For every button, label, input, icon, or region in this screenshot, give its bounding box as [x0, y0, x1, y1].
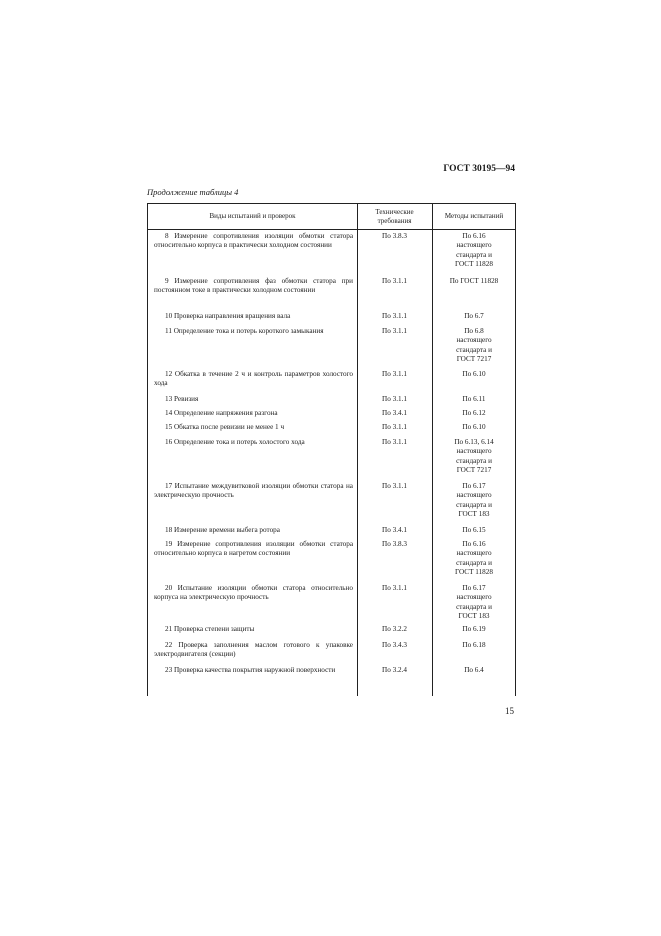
table-row-test — [154, 312, 353, 321]
table-row-test — [154, 584, 353, 603]
column-header-methods: Методы испытаний — [444, 212, 504, 221]
row-requirement: По 3.1.1 — [382, 312, 407, 320]
row-number: 17 — [165, 482, 173, 490]
row-test-name: Измерение сопротивления изоляции обмотки статора относительно корпуса в нагретом состоянии — [154, 540, 354, 558]
row-test-name: Испытание изоляции обмотки статора относительно корпуса на электрическую прочность — [154, 584, 354, 602]
row-method: По 6.13, 6.14 настоящего стандарта и ГОСТ 7217 — [454, 438, 494, 474]
table-row-test — [154, 438, 353, 447]
row-test-name: Проверка степени защиты — [173, 625, 255, 633]
table-row-test — [154, 277, 353, 296]
row-method: По ГОСТ 11828 — [449, 277, 499, 285]
row-number: 8 — [165, 232, 169, 240]
row-requirement: По 3.1.1 — [382, 584, 407, 592]
row-requirement: По 3.1.1 — [382, 327, 407, 335]
row-number: 12 — [165, 370, 173, 378]
row-method: По 6.19 — [462, 625, 486, 633]
row-method: По 6.10 — [462, 370, 486, 378]
table-row-test — [154, 232, 353, 251]
header-divider — [148, 229, 515, 230]
page-number: 15 — [505, 706, 514, 716]
row-requirement: По 3.1.1 — [382, 395, 407, 403]
table-row-test — [154, 482, 353, 501]
row-test-name: Ревизия — [173, 395, 199, 403]
row-method: По 6.18 — [462, 641, 486, 649]
table-row-test — [154, 526, 353, 535]
row-test-name: Определение тока и потерь холостого хода — [173, 438, 305, 446]
row-method: По 6.10 — [462, 423, 486, 431]
row-number: 10 — [165, 312, 173, 320]
row-number: 19 — [165, 540, 173, 548]
row-number: 20 — [165, 584, 173, 592]
row-requirement: По 3.2.4 — [382, 666, 407, 674]
table-row-test — [154, 370, 353, 389]
row-method: По 6.15 — [462, 526, 486, 534]
row-requirement: По 3.2.2 — [382, 625, 407, 633]
row-requirement: По 3.8.3 — [382, 232, 407, 240]
row-test-name: Проверка заполнения маслом готового к упаковке электродвигателя (секции) — [154, 641, 353, 659]
row-test-name: Обкатка после ревизии не менее 1 ч — [173, 423, 285, 431]
table-row-test — [154, 641, 353, 660]
row-method: По 6.7 — [464, 312, 484, 320]
row-number: 18 — [165, 526, 173, 534]
row-number: 21 — [165, 625, 173, 633]
row-number: 22 — [165, 641, 173, 649]
row-test-name: Определение тока и потерь короткого замыкания — [173, 327, 324, 335]
column-header-tests: Виды испытаний и проверок — [209, 212, 296, 221]
row-number: 9 — [165, 277, 169, 285]
row-method: По 6.8 настоящего стандарта и ГОСТ 7217 — [456, 327, 492, 363]
row-number: 14 — [165, 409, 173, 417]
table-row-test — [154, 423, 353, 432]
row-requirement: По 3.1.1 — [382, 370, 407, 378]
row-number: 23 — [165, 666, 173, 674]
row-method: По 6.12 — [462, 409, 486, 417]
row-requirement: По 3.4.3 — [382, 641, 407, 649]
row-method: По 6.17 настоящего стандарта и ГОСТ 183 — [456, 584, 492, 620]
table-row-test — [154, 540, 353, 559]
row-requirement: По 3.1.1 — [382, 277, 407, 285]
row-number: 15 — [165, 423, 173, 431]
row-number: 11 — [165, 327, 172, 335]
table-caption: Продолжение таблицы 4 — [147, 187, 239, 197]
row-test-name: Испытание междувитковой изоляции обмотки статора на электрическую прочность — [154, 482, 353, 500]
row-method: По 6.4 — [464, 666, 484, 674]
row-requirement: По 3.4.1 — [382, 526, 407, 534]
row-method: По 6.17 настоящего стандарта и ГОСТ 183 — [456, 482, 492, 518]
tests-table — [147, 203, 516, 696]
table-row-test — [154, 395, 353, 404]
row-requirement: По 3.1.1 — [382, 482, 407, 490]
row-requirement: По 3.4.1 — [382, 409, 407, 417]
row-number: 13 — [165, 395, 173, 403]
table-row-test — [154, 625, 353, 634]
row-test-name: Проверка направления вращения вала — [173, 312, 291, 320]
row-method: По 6.11 — [462, 395, 486, 403]
row-requirement: По 3.1.1 — [382, 438, 407, 446]
row-method: По 6.16 настоящего стандарта и ГОСТ 11828 — [455, 232, 493, 268]
column-header-requirements: Технические требования — [375, 208, 414, 225]
row-test-name: Обкатка в течение 2 ч и контроль параметров холостого хода — [154, 370, 354, 388]
row-test-name: Измерение сопротивления изоляции обмотки статора относительно корпуса в практически холодном состоянии — [154, 232, 354, 250]
row-test-name: Проверка качества покрытия наружной поверхности — [173, 666, 336, 674]
table-row-test — [154, 327, 353, 336]
document-code: ГОСТ 30195—94 — [443, 164, 515, 174]
row-test-name: Измерение сопротивления фаз обмотки статора при постоянном токе в практически холодном состоянии — [154, 277, 353, 295]
table-row-test — [154, 409, 353, 418]
row-requirement: По 3.8.3 — [382, 540, 407, 548]
row-method: По 6.16 настоящего стандарта и ГОСТ 11828 — [455, 540, 493, 576]
table-row-test — [154, 666, 353, 675]
row-test-name: Измерение времени выбега ротора — [173, 526, 280, 534]
row-test-name: Определение напряжения разгона — [173, 409, 278, 417]
row-requirement: По 3.1.1 — [382, 423, 407, 431]
row-number: 16 — [165, 438, 173, 446]
